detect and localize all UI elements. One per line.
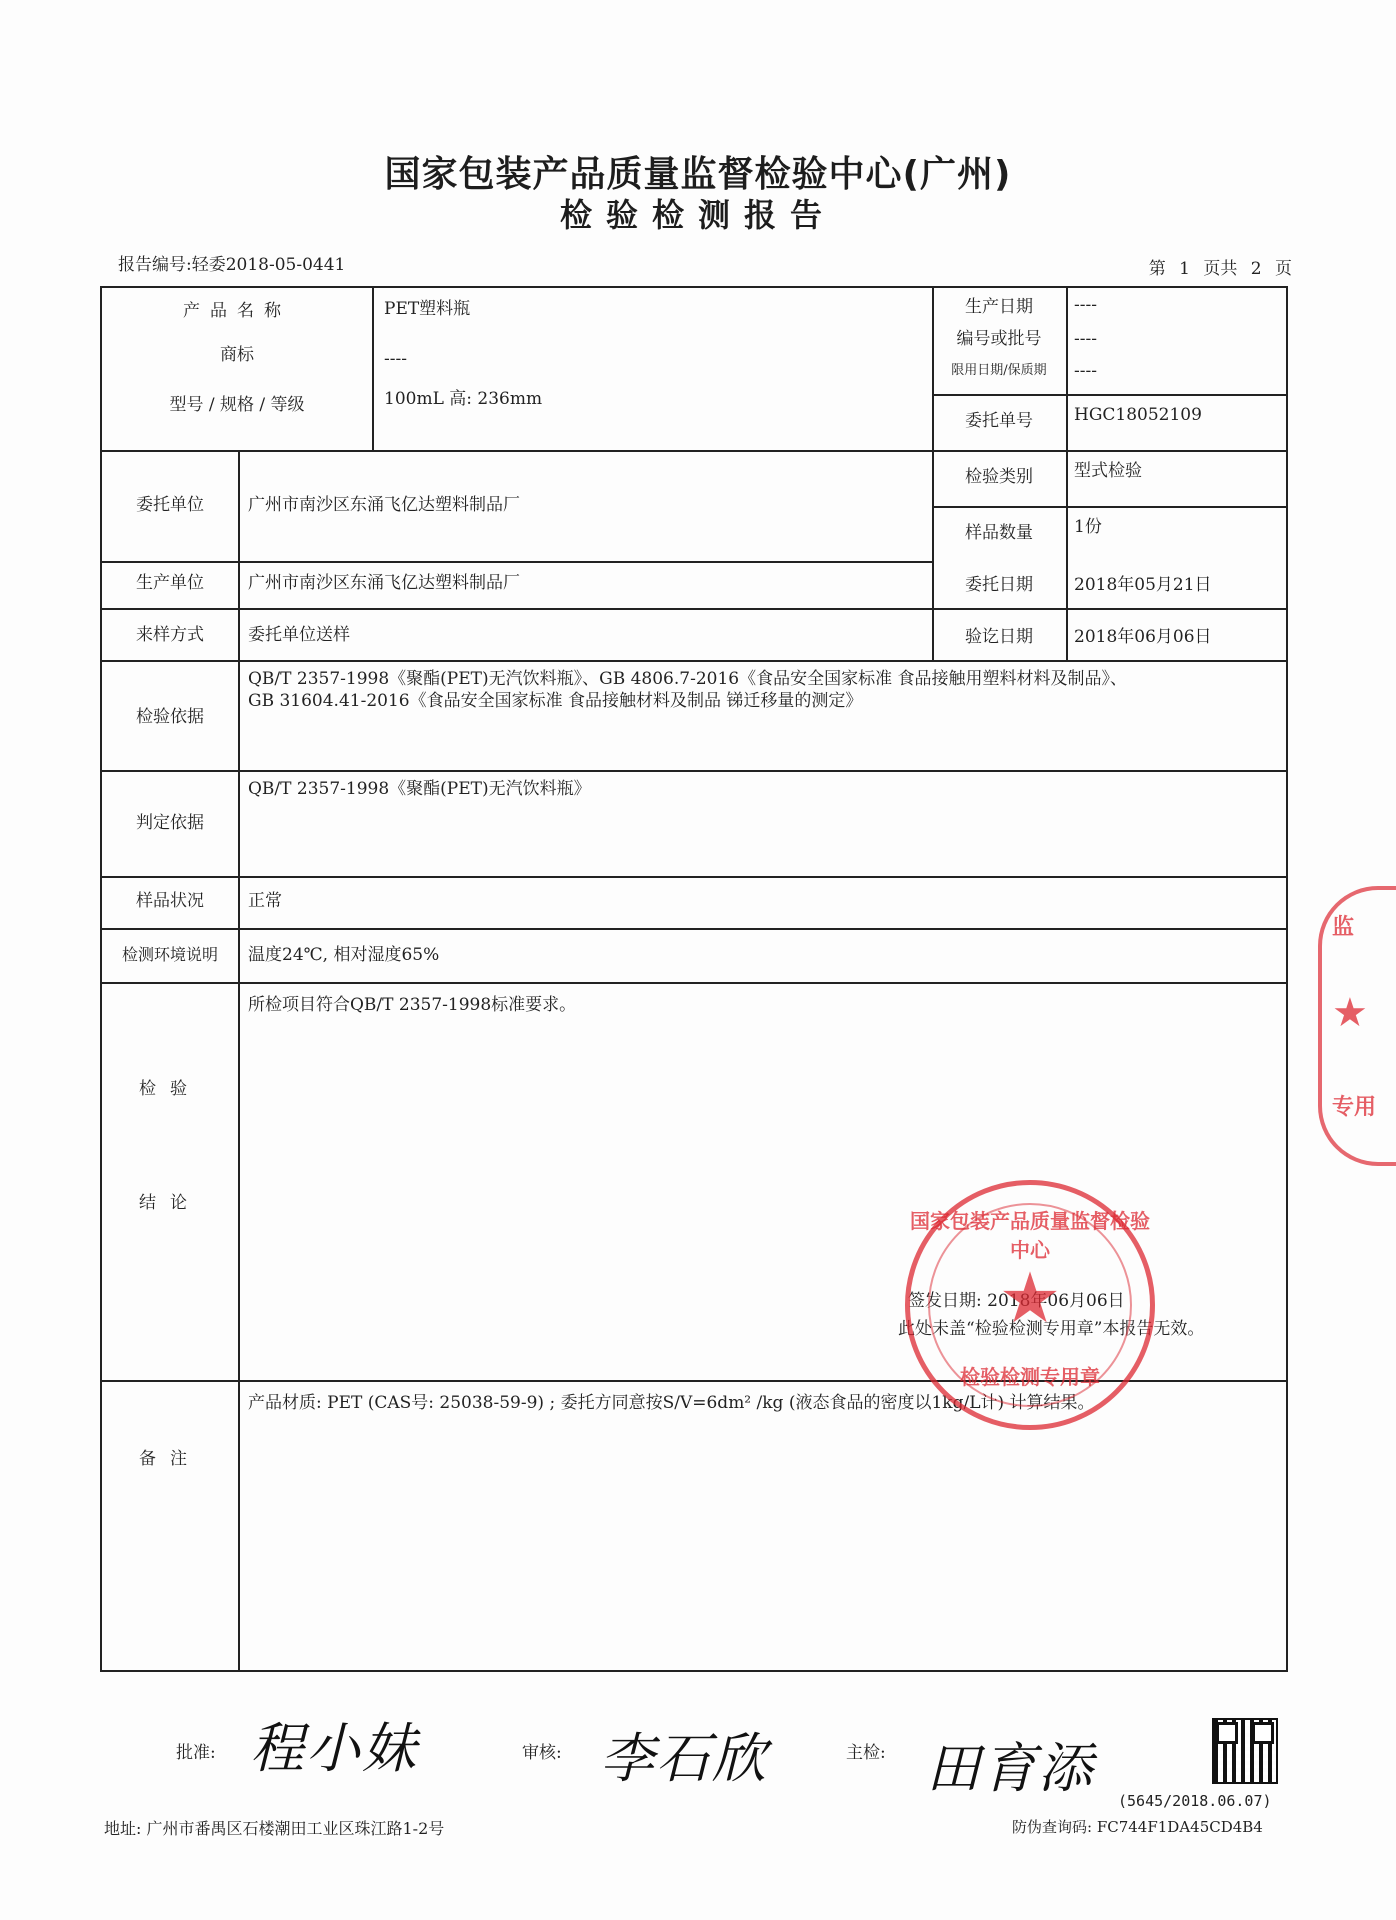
star-icon: ★: [1332, 990, 1368, 1036]
label-finish-date: 验讫日期: [965, 627, 1033, 647]
star-icon: ★: [998, 1257, 1062, 1339]
report-table: [100, 286, 1288, 1672]
value-test-basis-line2: GB 31604.41-2016《食品安全国家标准 食品接触材料及制品 锑迁移量的测定》: [248, 691, 863, 711]
label-order-date: 委托日期: [965, 575, 1033, 595]
label-producer: 生产单位: [136, 573, 204, 593]
label-test-basis: 检验依据: [136, 707, 204, 727]
label-client: 委托单位: [136, 495, 204, 515]
value-client: 广州市南沙区东涌飞亿达塑料制品厂: [248, 495, 520, 515]
label-model-spec: 型号 / 规格 / 等级: [169, 395, 305, 415]
value-remarks: 产品材质: PET (CAS号: 25038-59-9) ; 委托方同意按S/V=6dm² /kg (液态食品的密度以1kg/L计) 计算结果。: [248, 1393, 1095, 1413]
label-product-name: 产品名称: [183, 301, 291, 321]
value-order-date: 2018年05月21日: [1074, 575, 1212, 595]
report-number: 报告编号:轻委2018-05-0441: [118, 255, 346, 275]
label-trademark: 商标: [220, 345, 254, 365]
value-sample-qty: 1份: [1074, 517, 1102, 537]
label-sample-status: 样品状况: [136, 891, 204, 911]
value-expiry: ----: [1074, 361, 1097, 381]
value-sample-status: 正常: [248, 891, 282, 911]
value-order-no: HGC18052109: [1074, 405, 1202, 425]
value-sampling: 委托单位送样: [248, 625, 350, 645]
qr-code: [1212, 1718, 1278, 1784]
anti-fake-code: 防伪查询码: FC744F1DA45CD4B4: [1012, 1818, 1263, 1836]
value-production-date: ----: [1074, 295, 1097, 315]
value-test-type: 型式检验: [1074, 461, 1142, 481]
page-indicator: 第 1 页共 2 页: [1148, 259, 1292, 279]
issue-date: 签发日期: 2018年06月06日: [908, 1291, 1125, 1311]
label-expiry: 限用日期/保质期: [951, 363, 1047, 378]
value-test-basis-line1: QB/T 2357-1998《聚酯(PET)无汽饮料瓶》、GB 4806.7-2016《食品安全国家标准 食品接触用塑料材料及制品》、: [248, 669, 1127, 689]
label-sample-qty: 样品数量: [965, 523, 1033, 543]
value-trademark: ----: [384, 349, 407, 369]
label-conclusion-1: 检验: [139, 1079, 201, 1099]
validity-note: 此处未盖“检验检测专用章”本报告无效。: [898, 1319, 1205, 1339]
approver-signature: 程小妹: [250, 1717, 418, 1780]
value-environment: 温度24℃, 相对湿度65%: [248, 945, 440, 965]
label-sampling: 来样方式: [136, 625, 204, 645]
address: 地址: 广州市番禺区石楼潮田工业区珠江路1-2号: [104, 1819, 445, 1838]
report-subtitle: 检验检测报告: [559, 196, 836, 234]
label-production-date: 生产日期: [965, 297, 1033, 317]
value-finish-date: 2018年06月06日: [1074, 627, 1212, 647]
label-environment: 检测环境说明: [121, 945, 218, 964]
label-conclusion-2: 结论: [139, 1193, 201, 1213]
edge-seal: 监 ★ 专用: [1318, 886, 1396, 1166]
inspector-signature: 田育添: [926, 1737, 1094, 1800]
label-remarks: 备注: [139, 1449, 201, 1469]
seal-text-top: 国家包装产品质量监督检验中心: [910, 1209, 1150, 1262]
value-producer: 广州市南沙区东涌飞亿达塑料制品厂: [248, 573, 520, 593]
report-title: 国家包装产品质量监督检验中心(广州): [384, 154, 1012, 195]
value-batch-no: ----: [1074, 329, 1097, 349]
value-judgment-basis: QB/T 2357-1998《聚酯(PET)无汽饮料瓶》: [248, 779, 591, 799]
seal-text-bottom: 检验检测专用章: [960, 1365, 1100, 1389]
reviewer-label: 审核:: [522, 1743, 562, 1763]
value-conclusion: 所检项目符合QB/T 2357-1998标准要求。: [248, 995, 577, 1015]
form-code: (5645/2018.06.07): [1118, 1792, 1272, 1810]
label-batch-no: 编号或批号: [956, 329, 1042, 349]
approver-label: 批准:: [176, 1743, 216, 1763]
label-test-type: 检验类别: [965, 467, 1033, 487]
label-judgment-basis: 判定依据: [136, 813, 204, 833]
value-model-spec: 100mL 高: 236mm: [384, 389, 543, 409]
official-seal: [905, 1180, 1155, 1430]
reviewer-signature: 李石欣: [600, 1727, 768, 1790]
label-order-no: 委托单号: [965, 411, 1033, 431]
inspector-label: 主检:: [846, 1743, 886, 1763]
value-product-name: PET塑料瓶: [384, 299, 471, 319]
